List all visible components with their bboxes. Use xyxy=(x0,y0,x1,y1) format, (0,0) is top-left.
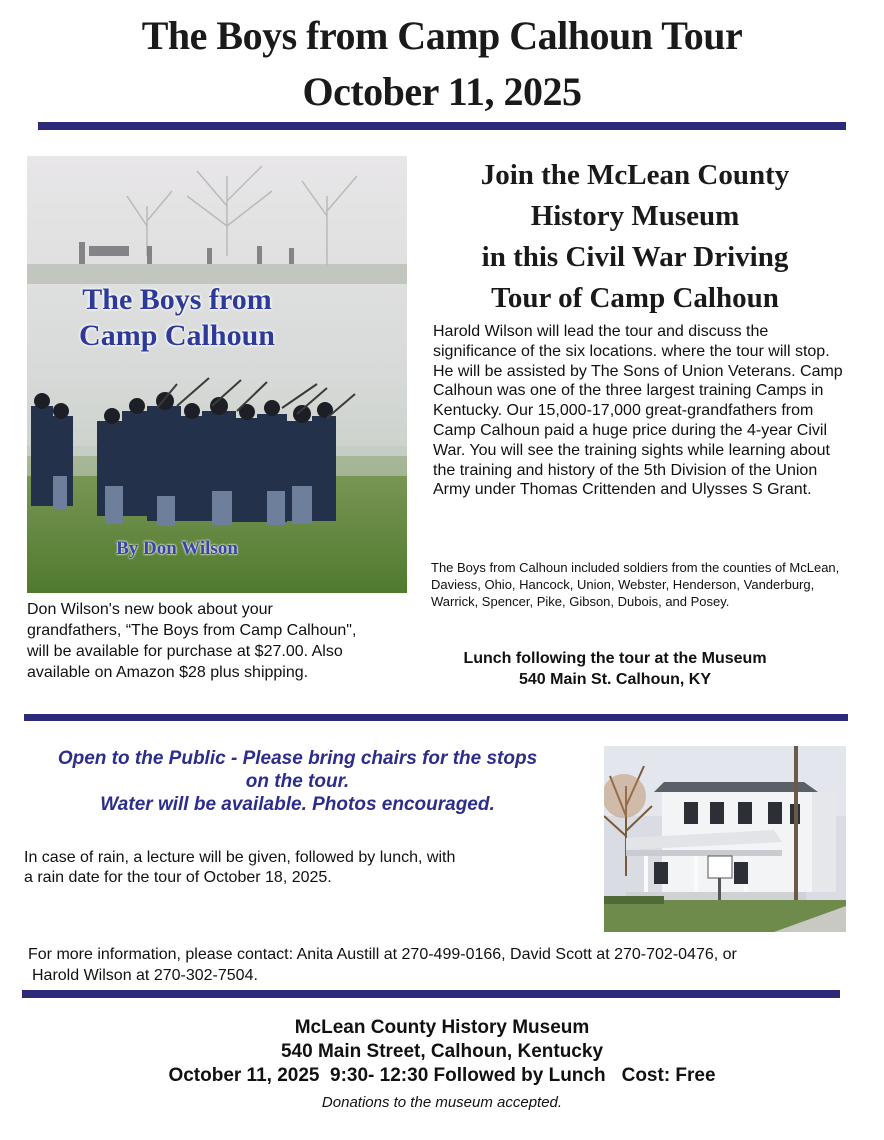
museum-name: McLean County History Museum xyxy=(294,1017,590,1038)
rain-notice: In case of rain, a lecture will be given, followed by lunch, with a rain date for the tour of October 18, 2025. xyxy=(24,849,456,886)
public-notice: Open to the Public - Please bring chairs for the stops on the tour. Water will be available. Photos encouraged. xyxy=(57,748,538,815)
donations-note: Donations to the museum accepted. xyxy=(321,1094,563,1111)
event-time-cost: October 11, 2025 9:30- 12:30 Followed by Lunch Cost: Free xyxy=(168,1065,716,1086)
tour-description: Harold Wilson will lead the tour and discuss the significance of the six locations. where the tour will stop. He will be assisted by The Sons of Union Veterans. Camp Calhoun was one of the three largest training Camps in Kentucky. Our 15,000-17,000 great-grandfathers from Camp Calhoun paid a huge price during the 4-year Civil War. You will see the training sights while learning about the training and history of the 5th Division of the Union Army under Thomas Crittenden and Ulysses S Grant. xyxy=(433,323,843,499)
book-cover-title: The Boys from Camp Calhoun xyxy=(79,283,275,352)
divider-top xyxy=(38,122,846,130)
counties-note: The Boys from Calhoun included soldiers from the counties of McLean, Daviess, Ohio, Hancock, Union, Webster, Henderson, Vanderburg, Warrick, Spencer, Pike, Gibson, Dubois, and Posey. xyxy=(431,560,840,609)
book-caption: Don Wilson's new book about your grandfathers, “The Boys from Camp Calhoun", will be available for purchase at $27.00. Also available on Amazon $28 plus shipping. xyxy=(27,601,357,681)
divider-bottom xyxy=(22,990,840,998)
civil-war-soldiers-photo xyxy=(27,156,407,593)
museum-building-photo xyxy=(604,746,846,932)
lunch-info: Lunch following the tour at the Museum 540 Main St. Calhoun, KY xyxy=(463,650,767,688)
contact-info: For more information, please contact: Anita Austill at 270-499-0166, David Scott at 270-702-0476, or Harold Wilson at 270-302-7504. xyxy=(28,946,737,984)
book-cover-author: By Don Wilson xyxy=(116,538,238,559)
footer-info xyxy=(0,1016,884,1088)
divider-middle xyxy=(24,714,848,721)
museum-address: 540 Main Street, Calhoun, Kentucky xyxy=(280,1041,604,1062)
flyer-title: The Boys from Camp Calhoun Tour xyxy=(141,13,743,58)
event-date: October 11, 2025 xyxy=(302,69,582,114)
book-cover-image xyxy=(27,156,407,593)
join-heading: Join the McLean County History Museum in this Civil War Driving Tour of Camp Calhoun xyxy=(480,159,790,314)
